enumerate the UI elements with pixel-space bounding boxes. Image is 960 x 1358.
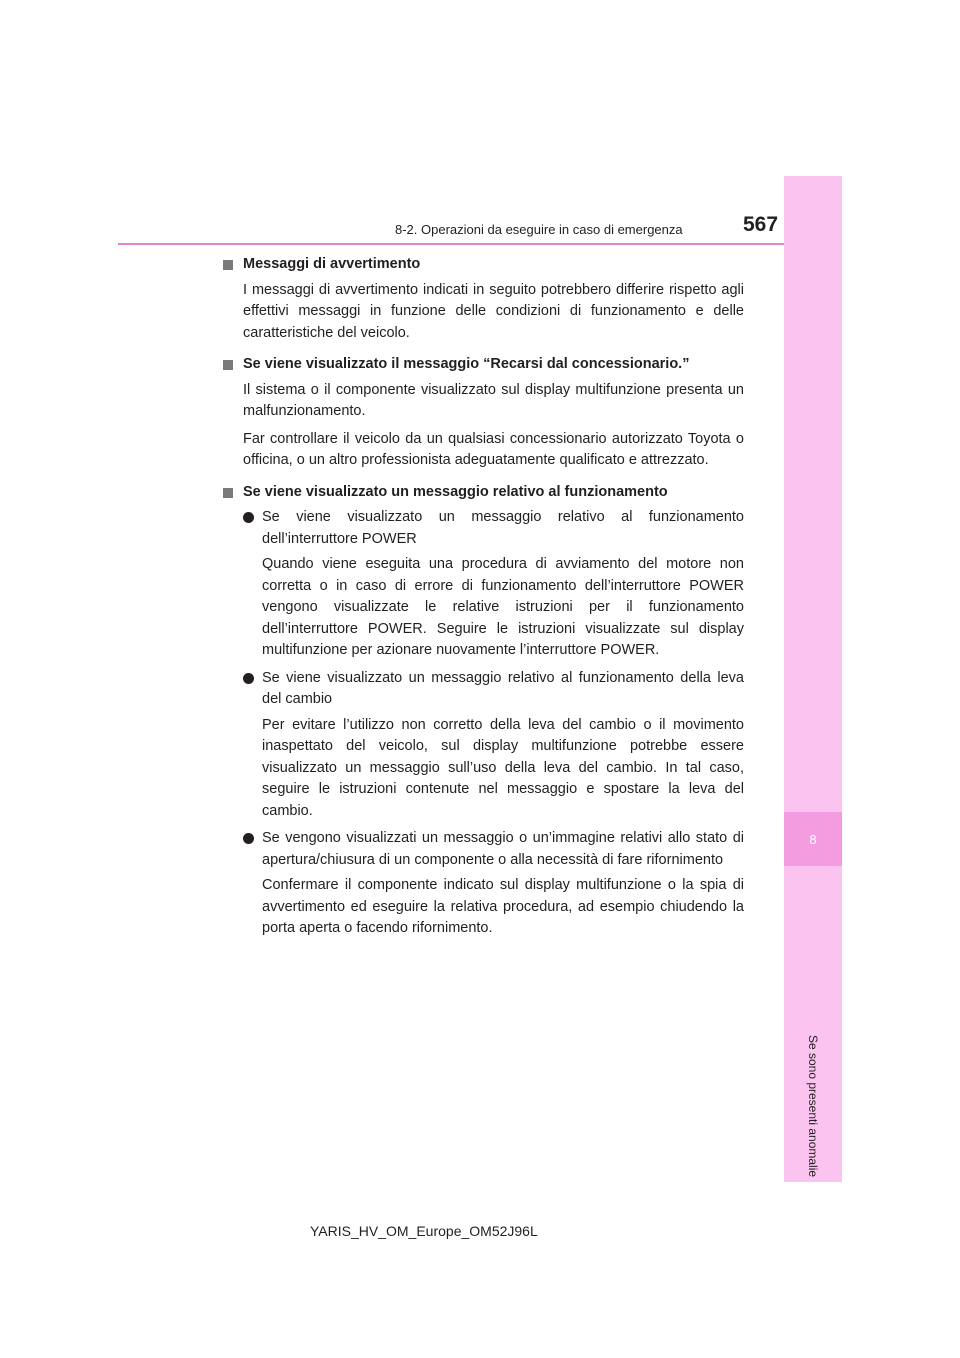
bullet-body: Quando viene eseguita una procedura di avviamento del motore non corretta o in caso di errore di funzionamento dell’interruttore POWER vengono visualizzate le relative istruzioni per il funzionamento dell’interruttore POWER. Seguire le istruzioni visualizzate sul display multifunzione per azionare nuovamente l’interruttore POWER. — [262, 556, 744, 658]
square-bullet-icon — [223, 488, 233, 498]
side-tab-strip — [784, 176, 842, 1182]
square-bullet-icon — [223, 260, 233, 270]
footer-code: YARIS_HV_OM_Europe_OM52J96L — [310, 1223, 538, 1239]
chapter-number: 8 — [809, 831, 817, 847]
heading-text: Se viene visualizzato un messaggio relativo al funzionamento — [243, 483, 668, 500]
heading-operation-message — [223, 482, 744, 504]
heading-text: Se viene visualizzato il messaggio “Recarsi dal concessionario.” — [243, 356, 690, 372]
bullet-title: Se viene visualizzato un messaggio relativo al funzionamento della leva del cambio — [262, 669, 744, 707]
bullet-body: Per evitare l’utilizzo non corretto della leva del cambio o il movimento inaspettato del veicolo, sul display multifunzione potrebbe essere visualizzato un messaggio sull’uso della leva del cambio. In tal caso, seguire le istruzioni contenute nel messaggio e spostare la leva del cambio. — [262, 716, 744, 819]
page-number: 567 — [743, 213, 779, 236]
bullet-body: Confermare il componente indicato sul display multifunzione o la spia di avvertimento ed eseguire la relativa procedura, ad esempio chiudendo la porta aperta o facendo rifornimento. — [262, 877, 744, 936]
page-content — [223, 254, 744, 946]
paragraph: Il sistema o il componente visualizzato sul display multifunzione presenta un malfunzionamento. — [243, 381, 744, 419]
paragraph: I messaggi di avvertimento indicati in seguito potrebbero differire rispetto agli effettivi messaggi in funzione delle condizioni di funzionamento e delle caratteristiche del veicolo. — [243, 281, 744, 341]
paragraph: Far controllare il veicolo da un qualsiasi concessionario autorizzato Toyota o officina, o un altro professionista adeguatamente qualificato e attrezzato. — [243, 430, 744, 468]
square-bullet-icon — [223, 360, 233, 370]
header-rule — [118, 243, 784, 245]
section-header: 8-2. Operazioni da eseguire in caso di emergenza — [395, 222, 683, 237]
circle-bullet-icon — [243, 833, 254, 844]
heading-dealer-message — [223, 354, 744, 376]
bullet-title: Se viene visualizzato un messaggio relativo al funzionamento dell’interruttore POWER — [262, 509, 744, 547]
bullet-item — [243, 507, 744, 550]
bullet-item — [243, 828, 744, 871]
circle-bullet-icon — [243, 512, 254, 523]
heading-text: Messaggi di avvertimento — [243, 256, 421, 272]
bullet-item — [243, 668, 744, 711]
chapter-title: Se sono presenti anomalie — [806, 1034, 820, 1178]
chapter-number-box — [784, 812, 842, 866]
heading-warning-messages — [223, 254, 744, 276]
bullet-title: Se vengono visualizzati un messaggio o un’immagine relativi allo stato di apertura/chiusura di un componente o alla necessità di fare rifornimento — [262, 830, 744, 868]
circle-bullet-icon — [243, 673, 254, 684]
